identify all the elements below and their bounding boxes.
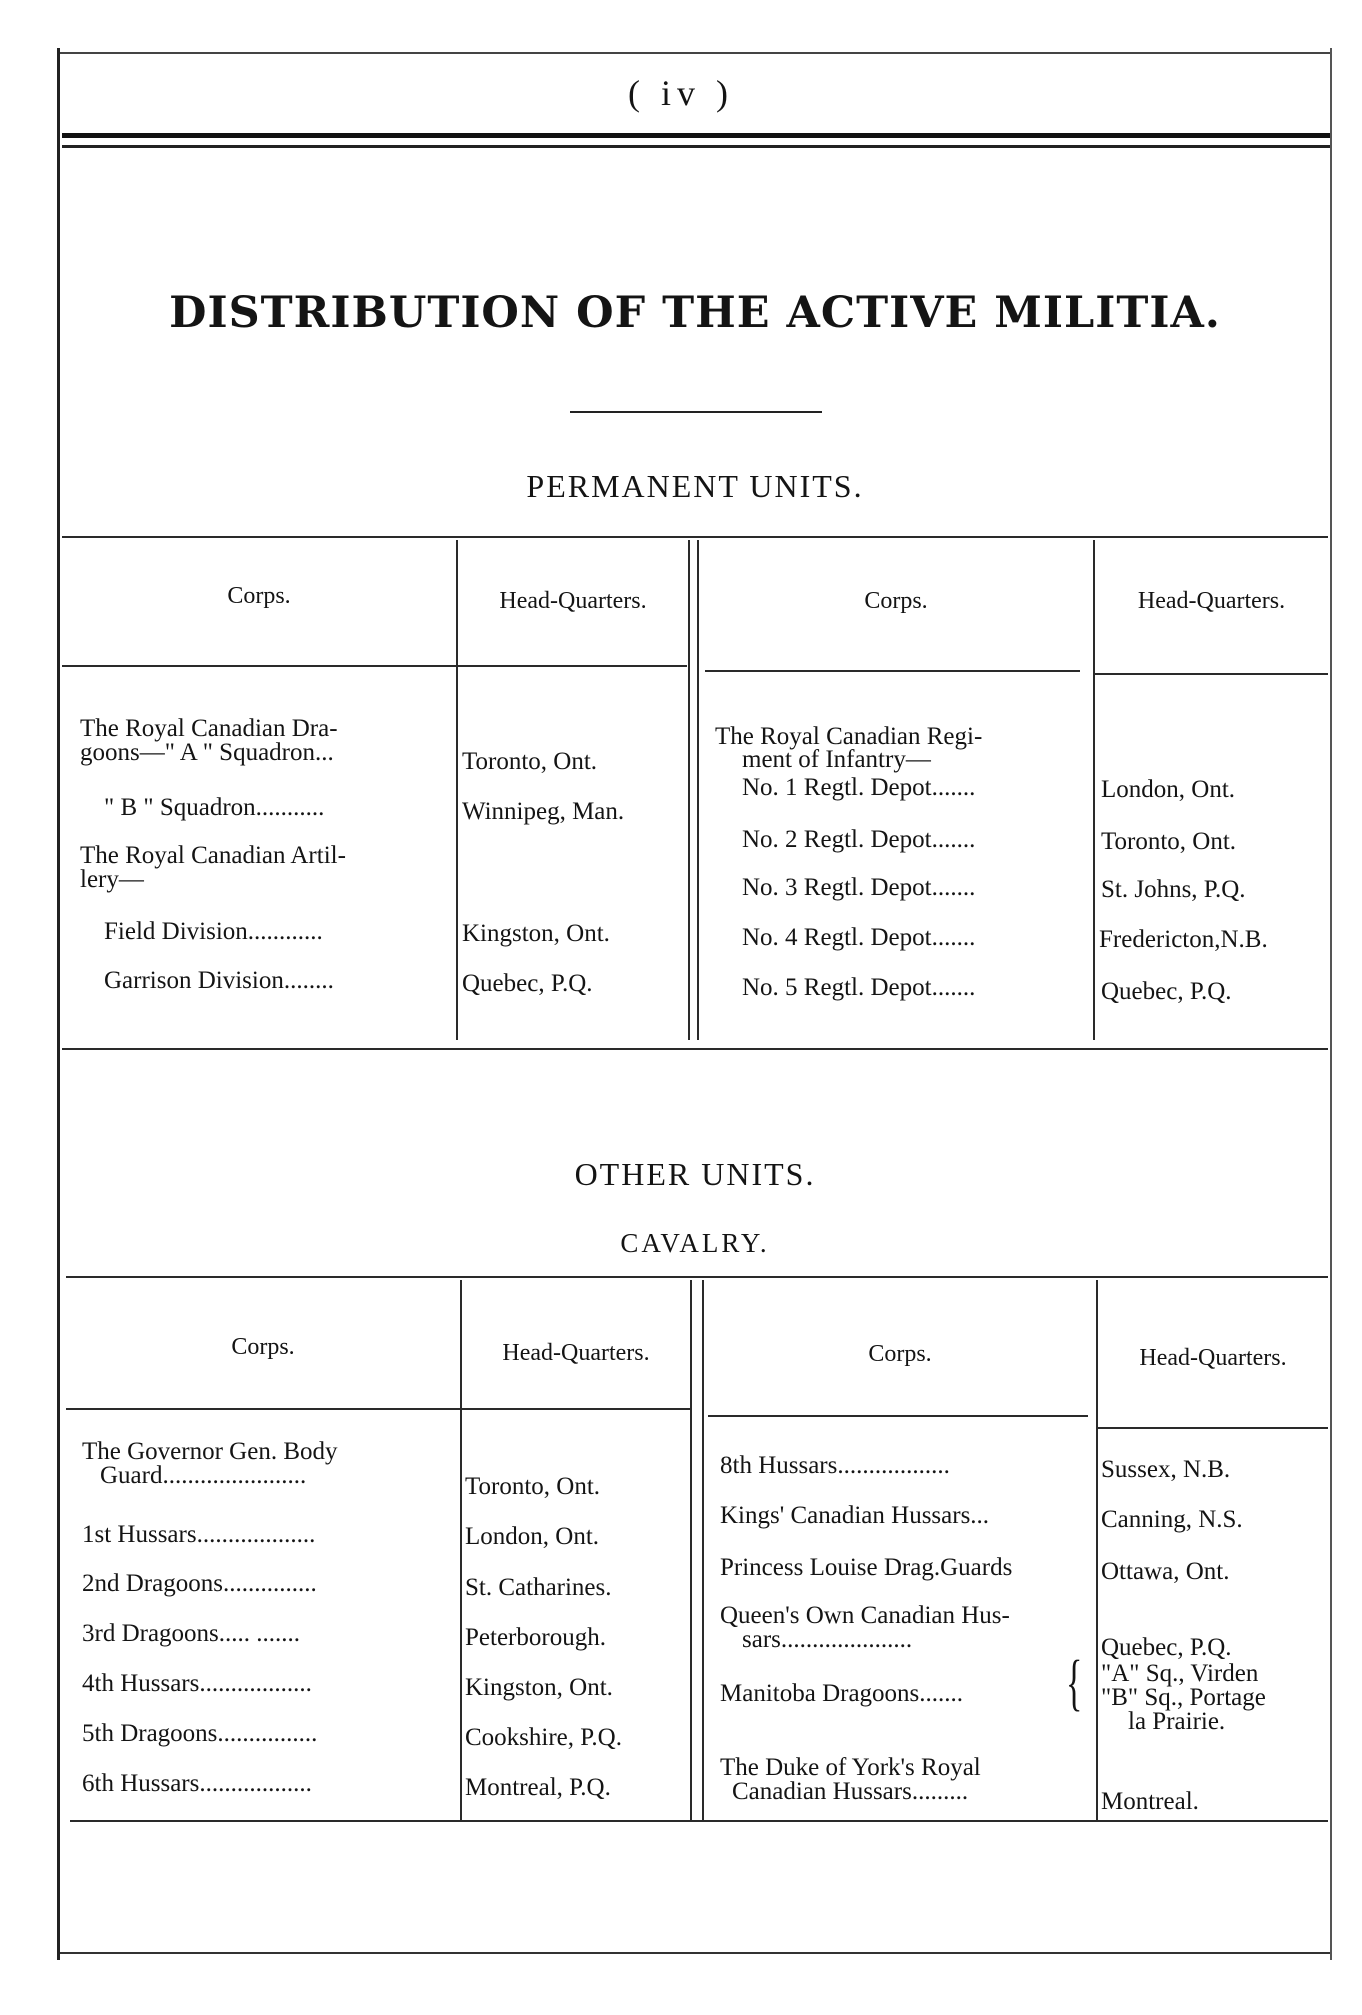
hq-column-header: Head-Quarters. (1139, 1345, 1287, 1371)
corps-entry: The Royal Canadian Regi- (715, 723, 983, 750)
table-rule (1098, 1427, 1328, 1429)
table-rule (705, 670, 1080, 672)
corps-entry: ment of Infantry— (742, 746, 931, 773)
hq-entry: Fredericton,N.B. (1099, 926, 1268, 953)
hq-entry: la Prairie. (1128, 1708, 1226, 1735)
corps-entry: 4th Hussars.................. (82, 1670, 312, 1697)
hq-entry: Sussex, N.B. (1101, 1456, 1231, 1483)
corps-entry: No. 2 Regtl. Depot....... (742, 826, 976, 853)
hq-entry: Toronto, Ont. (465, 1473, 601, 1500)
hq-entry: St. Catharines. (465, 1574, 612, 1601)
corps-entry: 3rd Dragoons..... ....... (82, 1620, 301, 1647)
hq-entry: Toronto, Ont. (462, 748, 598, 775)
header-rule-thick (62, 133, 1330, 138)
corps-entry: Kings' Canadian Hussars... (720, 1502, 990, 1529)
table-rule (1095, 673, 1328, 675)
hq-entry: Canning, N.S. (1101, 1506, 1243, 1533)
corps-entry: 6th Hussars.................. (82, 1770, 312, 1797)
permanent-units-heading: PERMANENT UNITS. (526, 468, 864, 504)
corps-entry: 8th Hussars.................. (720, 1452, 950, 1479)
table-rule (62, 665, 457, 667)
brace-symbol: { (1066, 1649, 1083, 1717)
table-rule (62, 1048, 1328, 1050)
column-rule (456, 540, 458, 1040)
document-title: DISTRIBUTION OF THE ACTIVE MILITIA. (169, 288, 1221, 338)
corps-entry: 2nd Dragoons............... (82, 1570, 317, 1597)
page-number: ( iv ) (628, 73, 734, 113)
corps-entry: Guard....................... (100, 1462, 307, 1489)
corps-entry: The Royal Canadian Artil- (80, 842, 346, 869)
corps-entry: sars..................... (742, 1626, 913, 1653)
corps-entry: Princess Louise Drag.Guards (720, 1554, 1013, 1581)
hq-entry: Montreal. (1101, 1788, 1199, 1815)
corps-entry: Garrison Division........ (104, 967, 334, 994)
hq-entry: Winnipeg, Man. (462, 798, 625, 825)
corps-entry: Field Division............ (104, 918, 323, 945)
corps-entry: The Duke of York's Royal (720, 1754, 981, 1781)
page-frame-right (1330, 48, 1332, 1960)
corps-entry: The Governor Gen. Body (82, 1438, 338, 1465)
corps-entry: No. 4 Regtl. Depot....... (742, 924, 976, 951)
hq-entry: Cookshire, P.Q. (465, 1724, 622, 1751)
hq-entry: Toronto, Ont. (1101, 828, 1237, 855)
hq-entry: Quebec, P.Q. (462, 970, 593, 997)
corps-column-header: Corps. (864, 588, 928, 614)
hq-entry: Kingston, Ont. (465, 1674, 613, 1701)
other-units-heading: OTHER UNITS. (574, 1156, 816, 1192)
hq-entry: Peterborough. (465, 1624, 606, 1651)
header-rule-thin (62, 145, 1330, 148)
hq-entry: "B" Sq., Portage (1101, 1684, 1266, 1711)
hq-entry: Kingston, Ont. (462, 920, 610, 947)
hq-entry: "A" Sq., Virden (1101, 1660, 1259, 1687)
table-rule (66, 1408, 462, 1410)
table-rule (462, 1408, 690, 1410)
corps-entry: Canadian Hussars......... (732, 1778, 969, 1805)
hq-column-header: Head-Quarters. (502, 1340, 650, 1366)
page-frame-bottom (60, 1952, 1330, 1954)
corps-entry: Queen's Own Canadian Hus- (720, 1602, 1010, 1629)
corps-entry: No. 1 Regtl. Depot....... (742, 774, 976, 801)
corps-entry: Manitoba Dragoons....... (720, 1680, 964, 1707)
hq-entry: Montreal, P.Q. (465, 1774, 611, 1801)
corps-entry: " B " Squadron........... (104, 794, 325, 821)
table-rule (66, 1276, 1328, 1278)
hq-column-header: Head-Quarters. (499, 588, 647, 614)
column-rule (1093, 540, 1095, 1040)
hq-entry: St. Johns, P.Q. (1101, 876, 1246, 903)
title-divider (570, 411, 822, 413)
table-rule (70, 1820, 1328, 1822)
hq-column-header: Head-Quarters. (1137, 588, 1286, 614)
corps-entry: 5th Dragoons................ (82, 1720, 318, 1747)
column-rule (690, 1280, 692, 1820)
page-frame-top (60, 52, 1330, 54)
hq-entry: Quebec, P.Q. (1101, 1634, 1232, 1661)
corps-entry: lery— (80, 866, 144, 893)
table-rule (62, 536, 1328, 538)
corps-entry: No. 5 Regtl. Depot....... (742, 974, 976, 1001)
corps-entry: No. 3 Regtl. Depot....... (742, 874, 976, 901)
hq-entry: Quebec, P.Q. (1101, 978, 1232, 1005)
cavalry-heading: CAVALRY. (620, 1228, 770, 1258)
corps-column-header: Corps. (231, 1334, 295, 1360)
corps-column-header: Corps. (227, 583, 291, 609)
corps-entry: goons—" A " Squadron... (80, 739, 334, 766)
hq-entry: London, Ont. (1101, 776, 1236, 803)
hq-entry: London, Ont. (465, 1523, 600, 1550)
corps-entry: 1st Hussars................... (82, 1521, 316, 1548)
column-rule (688, 540, 690, 1040)
table-rule (457, 665, 687, 667)
corps-entry: The Royal Canadian Dra- (80, 715, 338, 742)
corps-column-header: Corps. (868, 1341, 932, 1367)
table-rule (708, 1415, 1088, 1417)
hq-entry: Ottawa, Ont. (1101, 1558, 1230, 1585)
column-rule (697, 540, 699, 1040)
